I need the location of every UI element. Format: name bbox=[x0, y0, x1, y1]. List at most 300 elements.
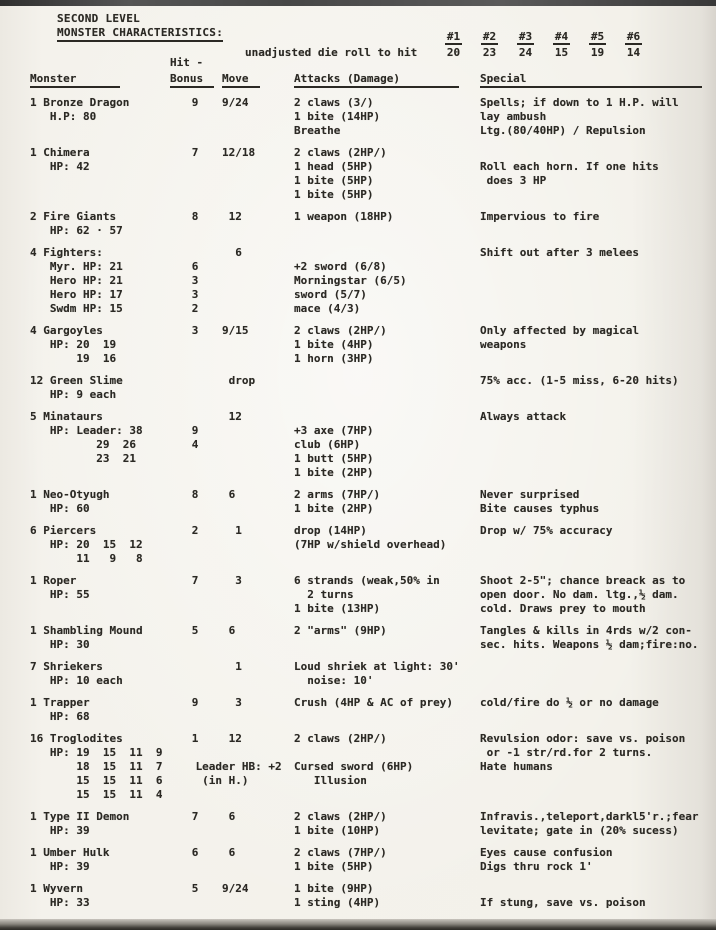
die-roll-number: #1 bbox=[446, 30, 461, 43]
cell-move: 12 bbox=[222, 210, 242, 223]
cell-special: Roll each horn. If one hits bbox=[480, 160, 659, 173]
cell-bonus bbox=[170, 746, 220, 760]
cell-move bbox=[220, 774, 290, 788]
cell-attacks: 2 claws (3/) bbox=[294, 96, 374, 109]
cell-bonus bbox=[170, 660, 220, 674]
table-line bbox=[0, 274, 712, 288]
monster-group-piercers bbox=[0, 524, 712, 566]
cell-special bbox=[475, 438, 708, 452]
table-line bbox=[0, 146, 712, 160]
cell-move bbox=[220, 502, 290, 516]
cell-bonus: 7 bbox=[191, 810, 199, 823]
table-line bbox=[0, 352, 712, 366]
cell-attacks: Cursed sword (6HP) bbox=[294, 760, 414, 773]
cell-special: Spells; if down to 1 H.P. will bbox=[480, 96, 679, 109]
monster-group-umber-hulk bbox=[0, 846, 712, 874]
table-line bbox=[0, 424, 712, 438]
die-roll-label: unadjusted die roll to hit bbox=[245, 46, 418, 59]
table-line bbox=[0, 696, 712, 710]
cell-special: Eyes cause confusion bbox=[480, 846, 613, 859]
cell-bonus bbox=[170, 896, 220, 910]
cell-monster: 1 Bronze Dragon bbox=[30, 96, 130, 109]
cell-monster: HP: 9 each bbox=[30, 388, 117, 401]
cell-monster: HP: 20 19 bbox=[30, 338, 117, 351]
table-line bbox=[0, 110, 712, 124]
cell-move: 12 bbox=[222, 410, 242, 423]
cell-special: does 3 HP bbox=[480, 174, 547, 187]
table-line bbox=[0, 324, 712, 338]
table-line bbox=[0, 452, 712, 466]
cell-attacks: Loud shriek at light: 30' bbox=[294, 660, 460, 673]
cell-attacks: 1 bite (2HP) bbox=[294, 466, 374, 479]
cell-special bbox=[475, 146, 708, 160]
table-line bbox=[0, 210, 712, 224]
cell-attacks: 1 bite (13HP) bbox=[294, 602, 381, 615]
cell-bonus bbox=[170, 224, 220, 238]
title-block bbox=[57, 12, 223, 42]
cell-move: 6 bbox=[222, 488, 236, 501]
header-special: Special bbox=[480, 72, 702, 88]
cell-special bbox=[475, 552, 708, 566]
cell-monster: 1 Roper bbox=[30, 574, 77, 587]
cell-move bbox=[220, 788, 290, 802]
cell-move bbox=[220, 288, 290, 302]
cell-special bbox=[475, 274, 708, 288]
cell-special bbox=[475, 260, 708, 274]
cell-bonus: 7 bbox=[191, 146, 199, 159]
cell-monster: HP: 55 bbox=[30, 588, 90, 601]
cell-monster: 18 15 11 7 Leader HB: +2 bbox=[30, 760, 282, 773]
table-line bbox=[0, 588, 712, 602]
table-line bbox=[0, 466, 712, 480]
cell-bonus bbox=[170, 374, 220, 388]
table-line bbox=[0, 538, 712, 552]
cell-move: 9/15 bbox=[222, 324, 249, 337]
table-line bbox=[0, 638, 712, 652]
cell-bonus: 2 bbox=[191, 524, 199, 537]
cell-monster: 1 Neo-Otyugh bbox=[30, 488, 110, 501]
cell-move bbox=[220, 388, 290, 402]
cell-monster bbox=[30, 174, 170, 188]
cell-monster: HP: 42 bbox=[30, 160, 90, 173]
cell-bonus bbox=[170, 410, 220, 424]
cell-move bbox=[220, 124, 290, 138]
cell-attacks bbox=[290, 388, 475, 402]
cell-bonus: 8 bbox=[191, 488, 199, 501]
cell-attacks: Breathe bbox=[294, 124, 341, 137]
cell-bonus bbox=[170, 552, 220, 566]
cell-attacks: 2 claws (2HP/) bbox=[294, 324, 387, 337]
die-roll-number: #5 bbox=[590, 30, 605, 43]
table-line bbox=[0, 524, 712, 538]
cell-move: 9/24 bbox=[222, 96, 249, 109]
cell-monster: 1 Shambling Mound bbox=[30, 624, 143, 637]
cell-move: 1 bbox=[222, 524, 242, 537]
cell-monster: 15 15 11 6 (in H.) bbox=[30, 774, 249, 787]
cell-special: Tangles & kills in 4rds w/2 con- bbox=[480, 624, 692, 637]
cell-monster: HP: 30 bbox=[30, 638, 90, 651]
cell-bonus bbox=[170, 338, 220, 352]
cell-special: sec. hits. Weapons ½ dam;fire:no. bbox=[480, 638, 699, 651]
cell-special: cold. Draws prey to mouth bbox=[480, 602, 646, 615]
cell-move: 3 bbox=[222, 696, 242, 709]
monster-group-gargoyles bbox=[0, 324, 712, 366]
cell-attacks: 2 claws (7HP/) bbox=[294, 846, 387, 859]
cell-monster: 1 Umber Hulk bbox=[30, 846, 110, 859]
cell-bonus: 1 bbox=[191, 732, 199, 745]
cell-special: cold/fire do ½ or no damage bbox=[480, 696, 659, 709]
cell-monster: 12 Green Slime bbox=[30, 374, 123, 387]
monster-group-trapper bbox=[0, 696, 712, 724]
cell-bonus: 9 bbox=[191, 696, 199, 709]
cell-move: 6 bbox=[222, 246, 242, 259]
cell-attacks bbox=[290, 746, 475, 760]
table-line bbox=[0, 338, 712, 352]
cell-special: Shift out after 3 melees bbox=[480, 246, 639, 259]
cell-move bbox=[220, 424, 290, 438]
cell-move bbox=[220, 602, 290, 616]
table-line bbox=[0, 774, 712, 788]
die-roll-number: #4 bbox=[554, 30, 569, 43]
table-line bbox=[0, 410, 712, 424]
monster-group-chimera bbox=[0, 146, 712, 202]
die-roll-number: #6 bbox=[626, 30, 641, 43]
cell-attacks: 1 sting (4HP) bbox=[294, 896, 381, 909]
die-roll-col bbox=[548, 30, 575, 59]
monster-group-wyvern bbox=[0, 882, 712, 910]
cell-special bbox=[475, 388, 708, 402]
cell-attacks bbox=[290, 552, 475, 566]
cell-attacks bbox=[290, 788, 475, 802]
cell-bonus bbox=[170, 160, 220, 174]
cell-bonus bbox=[170, 638, 220, 652]
cell-bonus: 3 bbox=[191, 274, 199, 287]
cell-monster: 1 Trapper bbox=[30, 696, 90, 709]
cell-special bbox=[475, 538, 708, 552]
cell-attacks: 6 strands (weak,50% in bbox=[294, 574, 440, 587]
cell-attacks: 2 claws (2HP/) bbox=[294, 810, 387, 823]
cell-monster: 5 Minataurs bbox=[30, 410, 103, 423]
table-line bbox=[0, 846, 712, 860]
cell-special bbox=[475, 882, 708, 896]
cell-monster: HP: 10 each bbox=[30, 674, 123, 687]
cell-monster: 19 16 bbox=[30, 352, 117, 365]
cell-monster bbox=[30, 188, 170, 202]
cell-move bbox=[220, 760, 290, 774]
cell-monster bbox=[30, 466, 170, 480]
table-line bbox=[0, 552, 712, 566]
cell-monster: Myr. HP: 21 bbox=[30, 260, 123, 273]
header-bonus: Bonus bbox=[170, 72, 214, 88]
cell-attacks: mace (4/3) bbox=[294, 302, 361, 315]
cell-attacks: Morningstar (6/5) bbox=[294, 274, 407, 287]
cell-bonus bbox=[170, 824, 220, 838]
table-line bbox=[0, 810, 712, 824]
cell-attacks: (7HP w/shield overhead) bbox=[294, 538, 447, 551]
scan-edge-top bbox=[0, 0, 716, 6]
cell-monster: 2 Fire Giants bbox=[30, 210, 117, 223]
cell-move bbox=[220, 352, 290, 366]
monster-group-neo-otyugh bbox=[0, 488, 712, 516]
cell-special bbox=[475, 188, 708, 202]
cell-special: Only affected by magical bbox=[480, 324, 639, 337]
table-line bbox=[0, 896, 712, 910]
cell-monster bbox=[30, 124, 170, 138]
cell-bonus: 9 bbox=[191, 424, 199, 437]
cell-attacks: sword (5/7) bbox=[294, 288, 367, 301]
cell-attacks: 1 head (5HP) bbox=[294, 160, 374, 173]
monster-group-troglodites bbox=[0, 732, 712, 802]
cell-move bbox=[220, 896, 290, 910]
cell-attacks: 1 butt (5HP) bbox=[294, 452, 374, 465]
cell-monster: 6 Piercers bbox=[30, 524, 97, 537]
cell-move bbox=[220, 538, 290, 552]
cell-attacks: 1 weapon (18HP) bbox=[294, 210, 394, 223]
die-roll-col bbox=[620, 30, 647, 59]
cell-special: weapons bbox=[480, 338, 527, 351]
monster-group-shriekers bbox=[0, 660, 712, 688]
cell-monster: 1 Wyvern bbox=[30, 882, 83, 895]
cell-bonus bbox=[170, 774, 220, 788]
table-line bbox=[0, 674, 712, 688]
table-line bbox=[0, 188, 712, 202]
cell-attacks: 1 bite (9HP) bbox=[294, 882, 374, 895]
table-line bbox=[0, 660, 712, 674]
monster-group-green-slime bbox=[0, 374, 712, 402]
cell-monster: 1 Type II Demon bbox=[30, 810, 130, 823]
cell-special: Bite causes typhus bbox=[480, 502, 600, 515]
cell-monster: HP: 68 bbox=[30, 710, 90, 723]
table-header bbox=[0, 56, 712, 88]
cell-monster: HP: 62 · 57 bbox=[30, 224, 123, 237]
die-roll-col bbox=[584, 30, 611, 59]
die-roll-value: 23 bbox=[482, 46, 497, 59]
cell-attacks: Crush (4HP & AC of prey) bbox=[294, 696, 453, 709]
cell-bonus bbox=[170, 124, 220, 138]
cell-special: levitate; gate in (20% sucess) bbox=[480, 824, 679, 837]
cell-move bbox=[220, 710, 290, 724]
table-line bbox=[0, 374, 712, 388]
scan-edge-bottom bbox=[0, 919, 716, 930]
cell-bonus bbox=[170, 246, 220, 260]
die-roll-col bbox=[440, 30, 467, 59]
cell-special bbox=[475, 352, 708, 366]
cell-monster: 4 Gargoyles bbox=[30, 324, 103, 337]
monster-group-fire-giants bbox=[0, 210, 712, 238]
cell-monster: HP: 20 15 12 bbox=[30, 538, 143, 551]
cell-attacks: 1 bite (5HP) bbox=[294, 174, 374, 187]
cell-move bbox=[220, 674, 290, 688]
cell-bonus bbox=[170, 674, 220, 688]
cell-bonus: 5 bbox=[191, 624, 199, 637]
cell-monster: 4 Fighters: bbox=[30, 246, 103, 259]
cell-special: Ltg.(80/40HP) / Repulsion bbox=[480, 124, 646, 137]
table-line bbox=[0, 438, 712, 452]
cell-attacks: noise: 10' bbox=[294, 674, 374, 687]
table-line bbox=[0, 602, 712, 616]
cell-bonus bbox=[170, 538, 220, 552]
cell-move: 3 bbox=[222, 574, 242, 587]
cell-special bbox=[475, 774, 708, 788]
table-line bbox=[0, 96, 712, 110]
cell-attacks: 2 arms (7HP/) bbox=[294, 488, 381, 501]
cell-monster: HP: 60 bbox=[30, 502, 90, 515]
cell-bonus bbox=[170, 788, 220, 802]
table-line bbox=[0, 502, 712, 516]
table-line bbox=[0, 160, 712, 174]
cell-attacks: 1 bite (5HP) bbox=[294, 860, 374, 873]
cell-monster bbox=[30, 602, 170, 616]
cell-move bbox=[220, 188, 290, 202]
monster-group-type-ii-demon bbox=[0, 810, 712, 838]
cell-special bbox=[475, 466, 708, 480]
cell-attacks: club (6HP) bbox=[294, 438, 361, 451]
cell-bonus: 8 bbox=[191, 210, 199, 223]
cell-move bbox=[220, 338, 290, 352]
monster-group-fighters bbox=[0, 246, 712, 316]
cell-special: Never surprised bbox=[480, 488, 580, 501]
cell-attacks: 1 bite (5HP) bbox=[294, 188, 374, 201]
cell-move bbox=[220, 638, 290, 652]
table-line bbox=[0, 174, 712, 188]
cell-special bbox=[475, 674, 708, 688]
table-line bbox=[0, 824, 712, 838]
table-line bbox=[0, 260, 712, 274]
cell-attacks: 1 bite (4HP) bbox=[294, 338, 374, 351]
table-line bbox=[0, 246, 712, 260]
cell-special bbox=[475, 288, 708, 302]
table-line bbox=[0, 302, 712, 316]
monster-group-minataurs bbox=[0, 410, 712, 480]
cell-bonus bbox=[170, 388, 220, 402]
cell-monster: Hero HP: 17 bbox=[30, 288, 123, 301]
table-line bbox=[0, 788, 712, 802]
die-roll-value: 20 bbox=[446, 46, 461, 59]
cell-move bbox=[220, 552, 290, 566]
table-line bbox=[0, 710, 712, 724]
cell-bonus: 5 bbox=[191, 882, 199, 895]
cell-special: Infravis.,teleport,darkl5'r.;fear bbox=[480, 810, 699, 823]
cell-bonus bbox=[170, 588, 220, 602]
cell-monster: HP: Leader: 38 bbox=[30, 424, 143, 437]
cell-bonus: 3 bbox=[191, 324, 199, 337]
cell-monster: HP: 33 bbox=[30, 896, 90, 909]
table-line bbox=[0, 488, 712, 502]
cell-special: Digs thru rock 1' bbox=[480, 860, 593, 873]
cell-special bbox=[475, 788, 708, 802]
table-line bbox=[0, 288, 712, 302]
cell-monster: 7 Shriekers bbox=[30, 660, 103, 673]
cell-monster: 16 Troglodites bbox=[30, 732, 123, 745]
cell-monster: HP: 19 15 11 9 bbox=[30, 746, 163, 759]
cell-attacks: 1 bite (2HP) bbox=[294, 502, 374, 515]
cell-bonus bbox=[170, 710, 220, 724]
cell-bonus: 2 bbox=[191, 302, 199, 315]
cell-move bbox=[220, 174, 290, 188]
cell-bonus bbox=[170, 466, 220, 480]
cell-bonus: 4 bbox=[191, 438, 199, 451]
header-move: Move bbox=[222, 72, 260, 88]
cell-monster: 15 15 11 4 bbox=[30, 788, 163, 801]
die-roll-columns bbox=[440, 30, 647, 59]
cell-monster: Swdm HP: 15 bbox=[30, 302, 123, 315]
cell-special bbox=[475, 302, 708, 316]
cell-monster: Hero HP: 21 bbox=[30, 274, 123, 287]
cell-bonus: 7 bbox=[191, 574, 199, 587]
cell-special: lay ambush bbox=[480, 110, 547, 123]
cell-special: 75% acc. (1-5 miss, 6-20 hits) bbox=[480, 374, 679, 387]
cell-bonus bbox=[170, 760, 220, 774]
cell-attacks: 1 bite (14HP) bbox=[294, 110, 381, 123]
table-line bbox=[0, 860, 712, 874]
cell-move bbox=[220, 260, 290, 274]
cell-attacks: drop (14HP) bbox=[294, 524, 367, 537]
cell-bonus bbox=[170, 860, 220, 874]
cell-move bbox=[220, 452, 290, 466]
die-roll-number: #3 bbox=[518, 30, 533, 43]
cell-monster: HP: 39 bbox=[30, 824, 90, 837]
cell-bonus: 3 bbox=[191, 288, 199, 301]
cell-move: 12 bbox=[222, 732, 242, 745]
table-line bbox=[0, 760, 712, 774]
cell-attacks bbox=[290, 638, 475, 652]
table-line bbox=[0, 882, 712, 896]
cell-monster: 29 26 bbox=[30, 438, 136, 451]
cell-move bbox=[220, 110, 290, 124]
header-attacks: Attacks (Damage) bbox=[294, 72, 459, 88]
cell-special: Drop w/ 75% accuracy bbox=[480, 524, 613, 537]
cell-bonus bbox=[170, 352, 220, 366]
cell-attacks bbox=[290, 374, 475, 388]
table-line bbox=[0, 124, 712, 138]
cell-bonus bbox=[170, 174, 220, 188]
cell-attacks: 2 claws (2HP/) bbox=[294, 732, 387, 745]
cell-special: Hate humans bbox=[480, 760, 553, 773]
monster-group-roper bbox=[0, 574, 712, 616]
cell-monster: H.P: 80 bbox=[30, 110, 97, 123]
cell-attacks: 1 horn (3HP) bbox=[294, 352, 374, 365]
die-roll-value: 14 bbox=[626, 46, 641, 59]
die-roll-col bbox=[476, 30, 503, 59]
cell-special bbox=[475, 424, 708, 438]
table-header-row bbox=[0, 72, 712, 88]
die-roll-col bbox=[512, 30, 539, 59]
cell-move bbox=[220, 224, 290, 238]
cell-attacks: +3 axe (7HP) bbox=[294, 424, 374, 437]
cell-bonus: 9 bbox=[191, 96, 199, 109]
table-line bbox=[0, 624, 712, 638]
table-header-row-top bbox=[0, 56, 712, 72]
table-line bbox=[0, 732, 712, 746]
cell-special: Shoot 2-5"; chance breack as to bbox=[480, 574, 686, 587]
cell-move: 6 bbox=[222, 846, 236, 859]
cell-special: If stung, save vs. poison bbox=[480, 896, 646, 909]
cell-special bbox=[475, 710, 708, 724]
cell-special bbox=[475, 224, 708, 238]
cell-monster: 11 9 8 bbox=[30, 552, 143, 565]
cell-move bbox=[220, 588, 290, 602]
cell-bonus bbox=[170, 502, 220, 516]
cell-attacks: 2 claws (2HP/) bbox=[294, 146, 387, 159]
cell-attacks: 2 turns bbox=[294, 588, 354, 601]
cell-move bbox=[220, 824, 290, 838]
cell-bonus bbox=[170, 188, 220, 202]
cell-move bbox=[220, 746, 290, 760]
cell-special: Impervious to fire bbox=[480, 210, 600, 223]
cell-attacks bbox=[290, 224, 475, 238]
header-monster: Monster bbox=[30, 72, 120, 88]
cell-monster: 1 Chimera bbox=[30, 146, 90, 159]
